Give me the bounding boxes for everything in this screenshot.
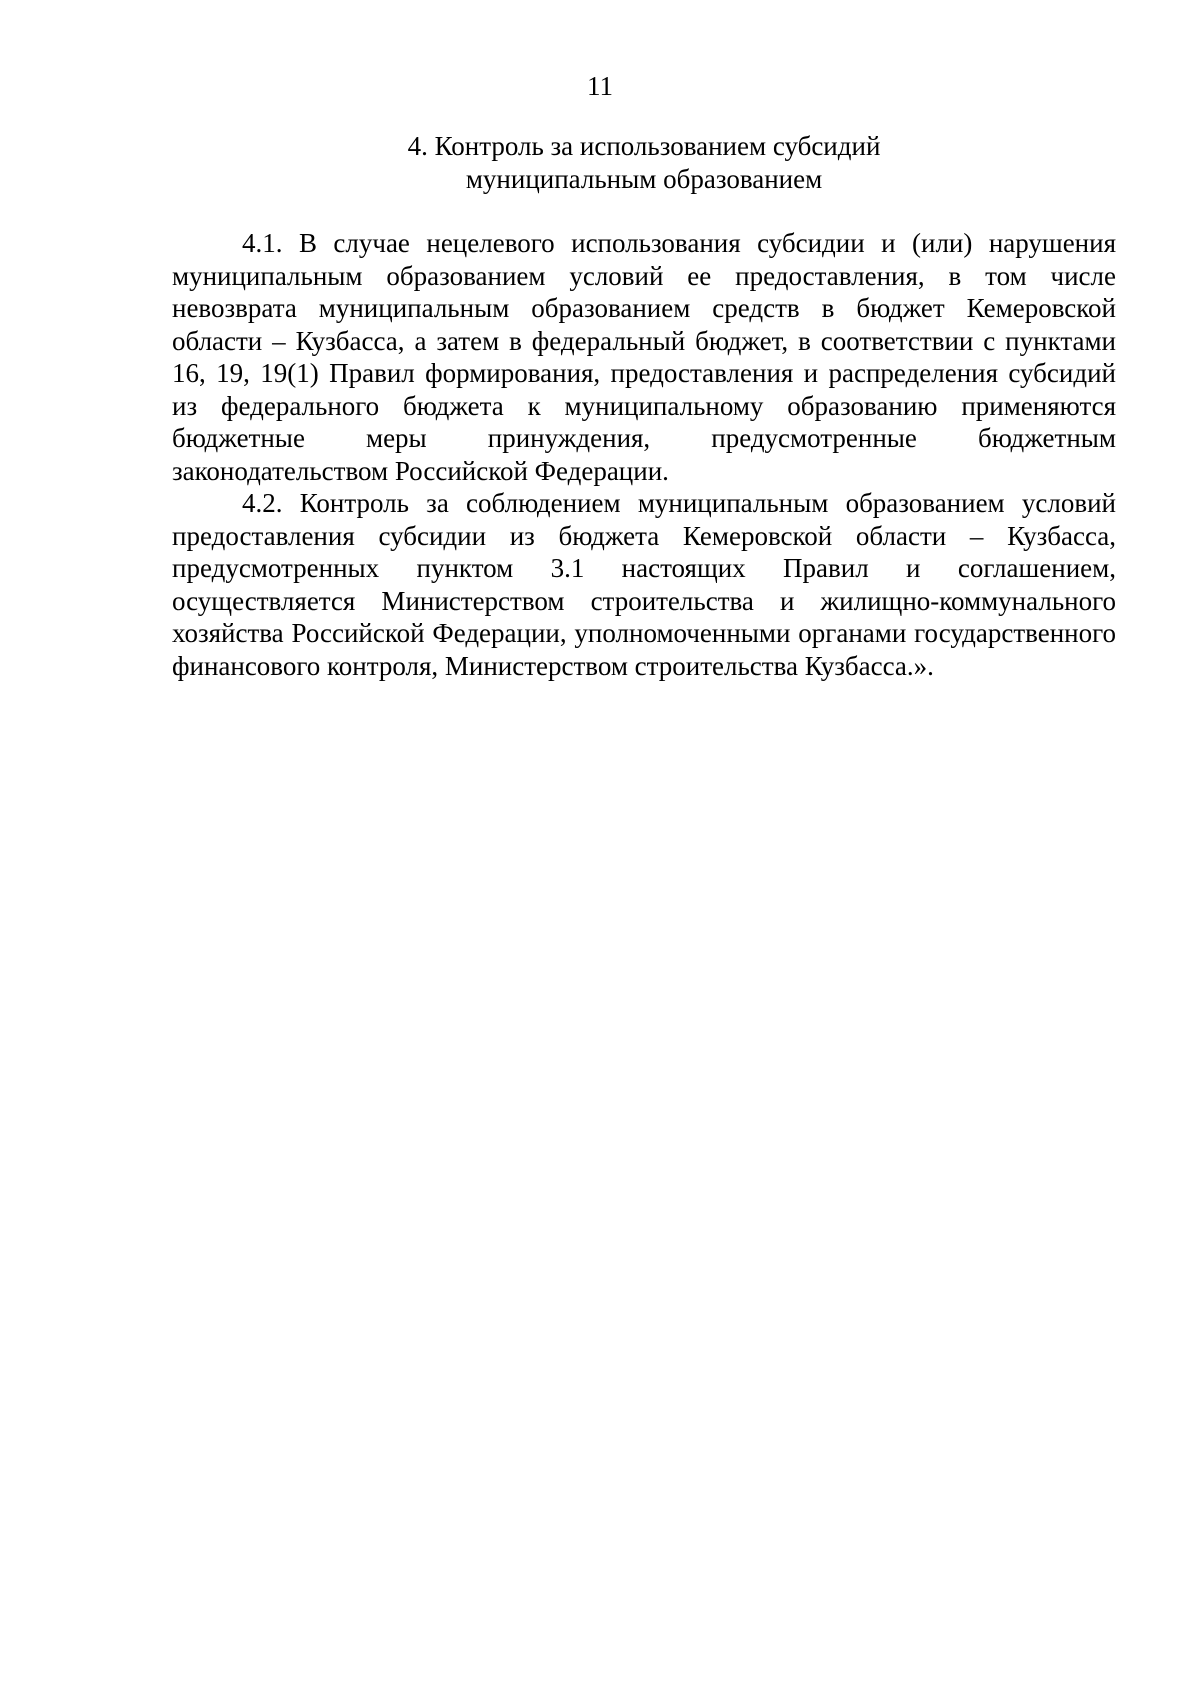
- section-heading-line-2: муниципальным образованием: [465, 163, 823, 194]
- document-body: [172, 227, 1116, 682]
- paragraph-4-1: 4.1. В случае нецелевого использования субсидии и (или) нарушения муниципальным образованием условий ее предоставления, в том числе невозврата муниципальным образованием средств в бюджет Кемеровской области – Кузбасса, а затем в федеральный бюджет, в соответствии с пунктами 16, 19, 19(1) Правил формирования, предоставления и распределения субсидий из федерального бюджета к муниципальному образованию применяются бюджетные меры принуждения, предусмотренные бюджетным законодательством Российской Федерации.: [172, 228, 1116, 486]
- paragraph-4-2: 4.2. Контроль за соблюдением муниципальным образованием условий предоставления субсидии из бюджета Кемеровской области – Кузбасса, предусмотренных пунктом 3.1 настоящих Правил и соглашением, осуществляется Министерством строительства и жилищно-коммунального хозяйства Российской Федерации, уполномоченными органами государственного финансового контроля, Министерством строительства Кузбасса.».: [172, 488, 1116, 681]
- section-heading: [172, 130, 1116, 195]
- page-number: 11: [587, 71, 613, 101]
- section-heading-line-1: 4. Контроль за использованием субсидий: [407, 131, 881, 161]
